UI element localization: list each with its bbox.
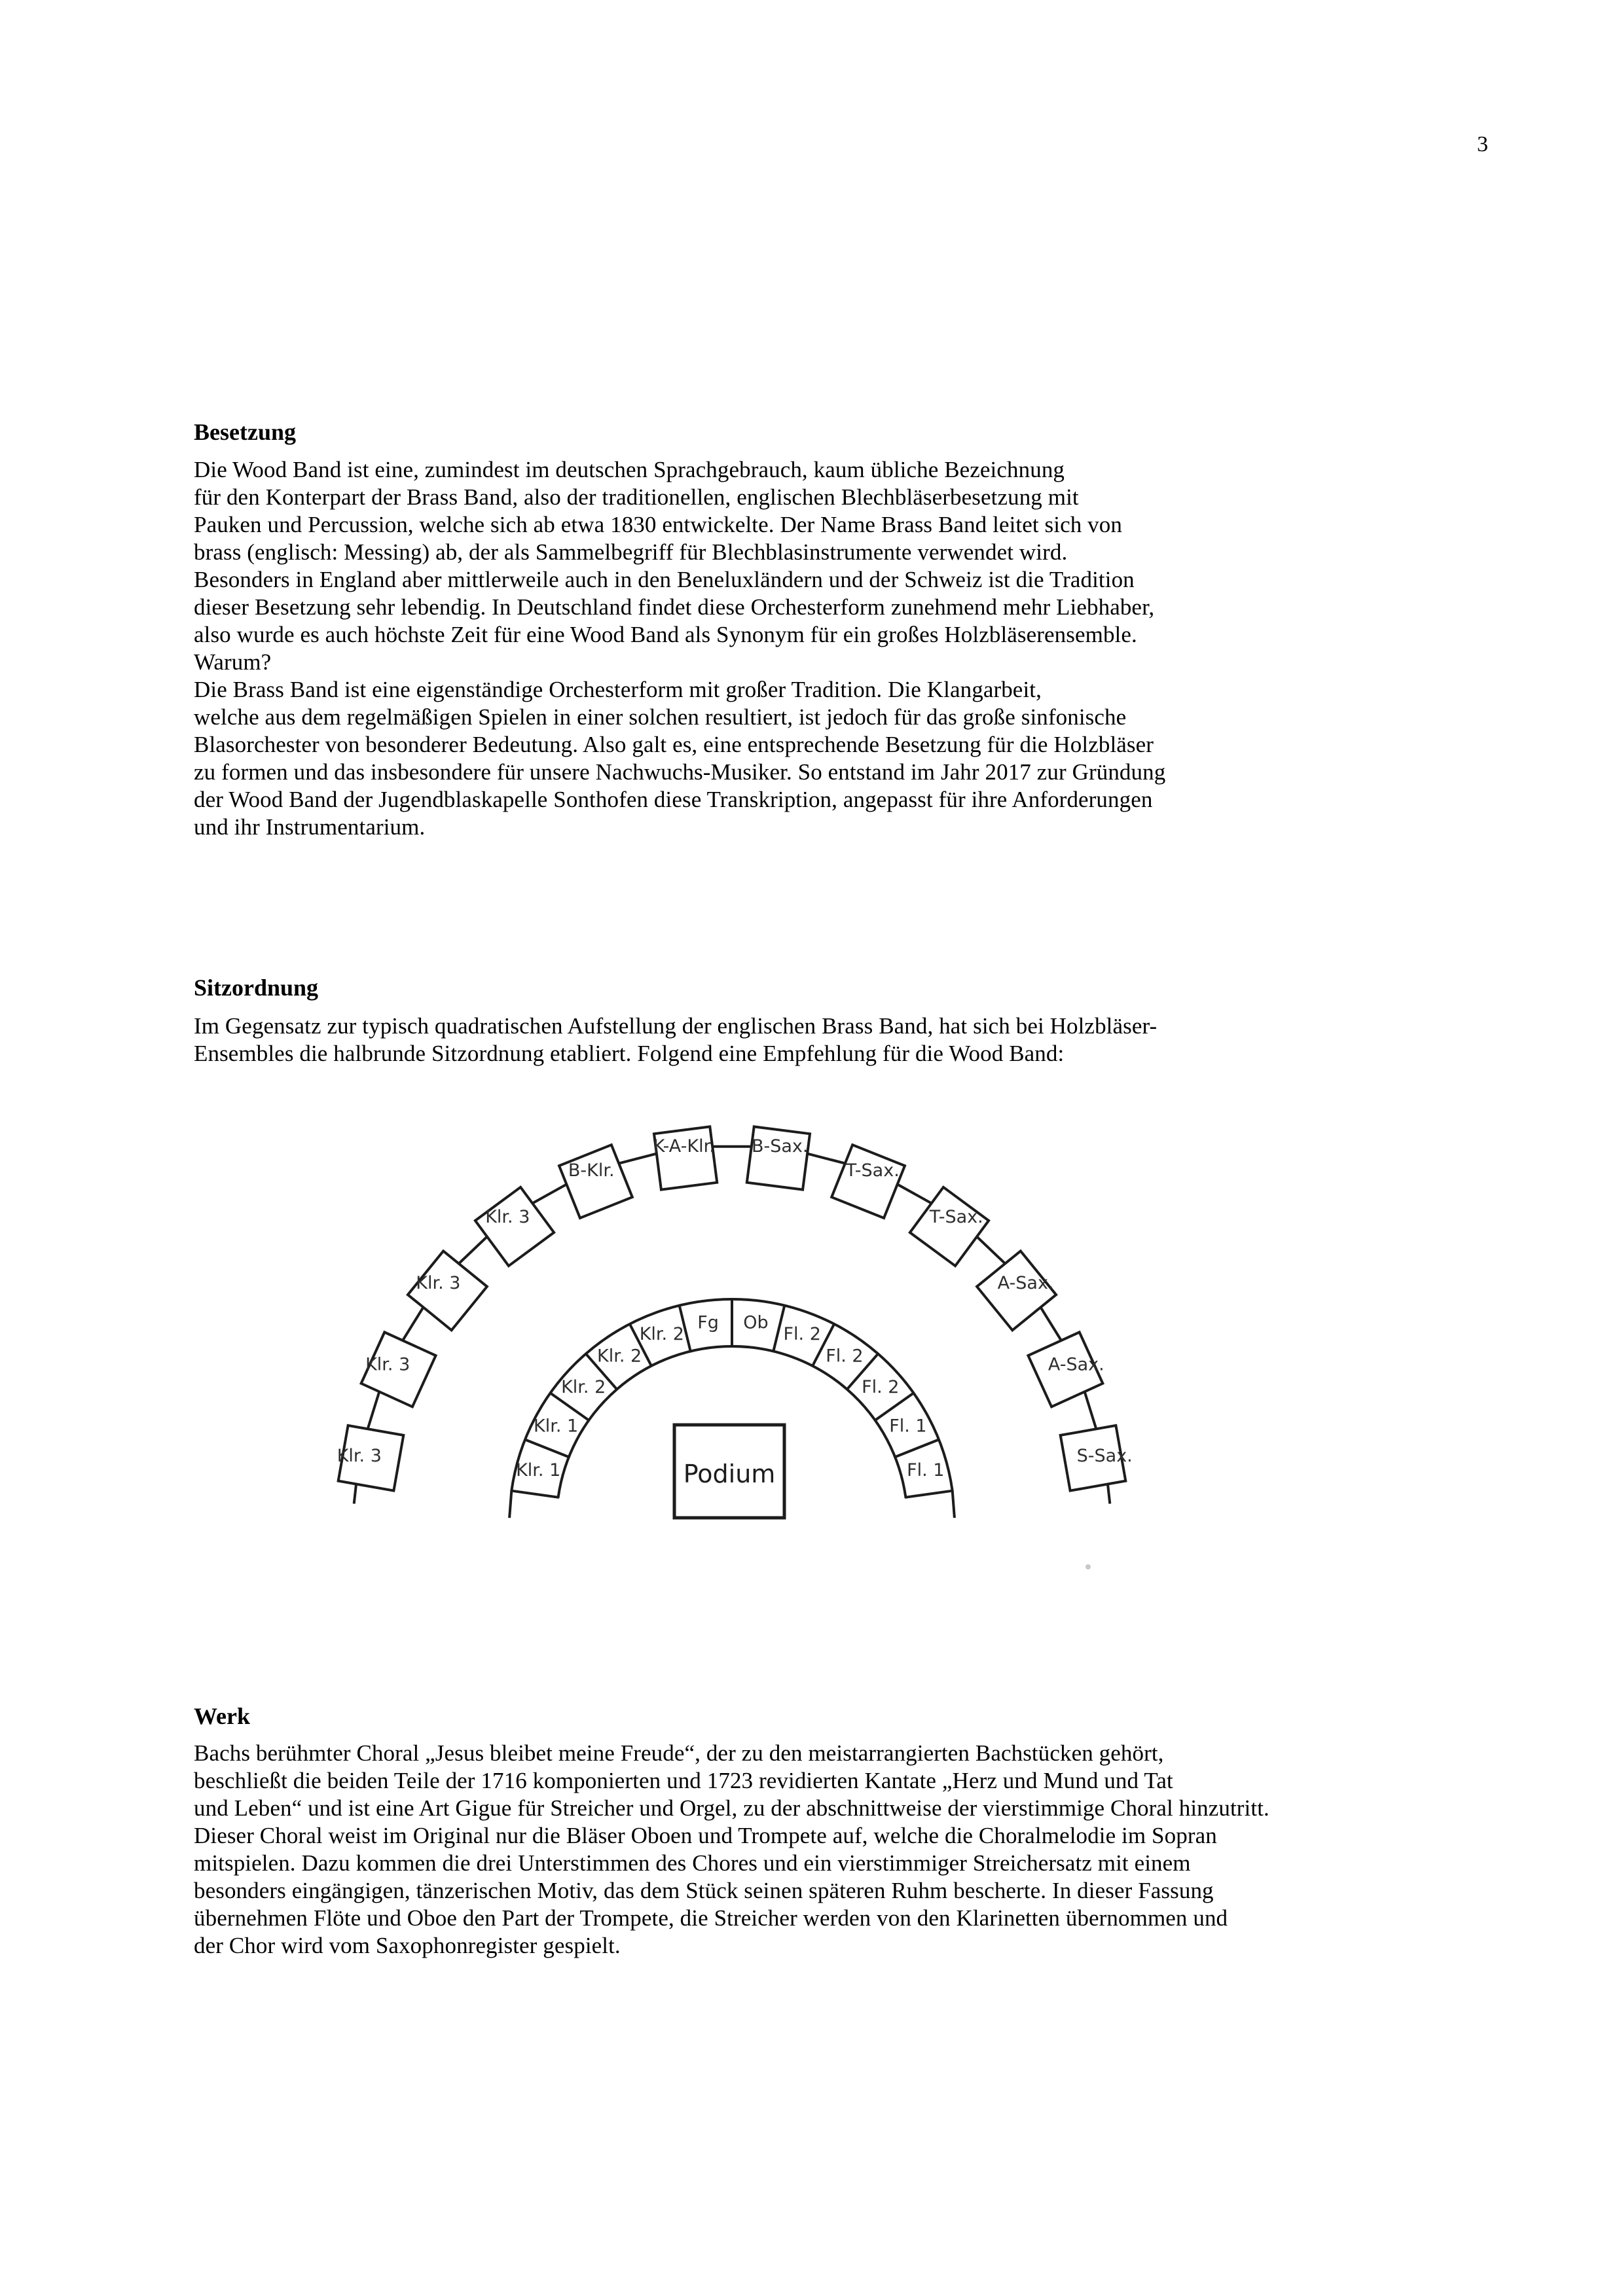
text-line: Die Wood Band ist eine, zumindest im deutschen Sprachgebrauch, kaum übliche Bezeichnung [194,457,1065,482]
fan-tail-line [953,1491,955,1518]
fan-cell-label-klr-2: Klr. 2 [561,1377,606,1398]
text-line: Bachs berühmter Choral „Jesus bleibet meine Freude“, der zu den meistarrangierten Bachstücken gehört, [194,1740,1164,1766]
fan-cell-label-fg: Fg [697,1312,719,1333]
podium-label: Podium [683,1460,776,1488]
text-line: beschließt die beiden Teile der 1716 komponierten und 1723 revidierten Kantate „Herz und Mund und Tat [194,1768,1173,1793]
seat-label-b-sax: B-Sax. [751,1136,809,1157]
fan-cell-label-klr-2: Klr. 2 [597,1346,642,1367]
fan-cell-label-fl-1: Fl. 1 [889,1416,927,1437]
seat-label-a-sax: A-Sax. [1048,1354,1104,1375]
text-line: welche aus dem regelmäßigen Spielen in einer solchen resultiert, ist jedoch für das große sinfonische [194,704,1127,730]
text-line: Warum? [194,649,272,675]
text-line: Dieser Choral weist im Original nur die Bläser Oboen und Trompete auf, welche die Choralmelodie im Sopran [194,1823,1217,1848]
text-line: Im Gegensatz zur typisch quadratischen Aufstellung der englischen Brass Band, hat sich bei Holzbläser- [194,1013,1158,1039]
text-line: zu formen und das insbesondere für unsere Nachwuchs-Musiker. So entstand im Jahr 2017 zur Gründung [194,759,1166,785]
fan-tail-line [509,1491,511,1518]
text-line: dieser Besetzung sehr lebendig. In Deutschland findet diese Orchesterform zunehmend mehr Liebhaber, [194,594,1155,620]
fan-cell-label-ob: Ob [743,1312,769,1333]
fan-cell-label-fl-2: Fl. 2 [826,1346,864,1367]
seat-box-b-klr [559,1145,632,1218]
paragraph-besetzung [194,456,1165,841]
section-heading-besetzung: Besetzung [194,419,296,445]
text-line: Blasorchester von besonderer Bedeutung. Also galt es, eine entsprechende Besetzung für die Holzbläser [194,732,1154,757]
text-line: mitspielen. Dazu kommen die drei Unterstimmen des Chores und ein vierstimmiger Streichersatz mit einem [194,1850,1191,1876]
seat-label-klr-3: Klr. 3 [485,1207,530,1228]
fan-cell-label-klr-1: Klr. 1 [534,1416,579,1437]
paragraph-sitzordnung [194,1013,1157,1067]
seat-label-klr-3: Klr. 3 [337,1446,382,1467]
text-line: Die Brass Band ist eine eigenständige Orchesterform mit großer Tradition. Die Klangarbeit, [194,677,1042,702]
text-line: für den Konterpart der Brass Band, also der traditionellen, englischen Blechbläserbesetzung mit [194,484,1079,510]
text-line: besonders eingängigen, tänzerischen Motiv, das dem Stück seinen späteren Ruhm bescherte. In dieser Fassung [194,1878,1214,1903]
fan-cell-label-fl-1: Fl. 1 [907,1460,945,1481]
fan-cell-label-klr-1: Klr. 1 [516,1460,561,1481]
page-number: 3 [1477,132,1488,156]
text-line: und ihr Instrumentarium. [194,814,426,840]
text-line: Pauken und Percussion, welche sich ab etwa 1830 entwickelte. Der Name Brass Band leitet sich von [194,512,1122,537]
seating-diagram [295,1106,1192,1590]
text-line: Ensembles die halbrunde Sitzordnung etabliert. Folgend eine Empfehlung für die Wood Band: [194,1041,1065,1066]
fan-cell-label-fl-2: Fl. 2 [783,1323,821,1344]
seat-box-t-sax [831,1145,905,1218]
text-line: übernehmen Flöte und Oboe den Part der Trompete, die Streicher werden von den Klarinetten übernommen und [194,1905,1228,1931]
seat-label-a-sax: A-Sax. [997,1273,1054,1293]
seat-label-t-sax: T-Sax. [929,1207,983,1228]
fan-cell-label-fl-2: Fl. 2 [862,1377,900,1398]
text-line: der Chor wird vom Saxophonregister gespielt. [194,1933,621,1958]
text-line: Besonders in England aber mittlerweile auch in den Beneluxländern und der Schweiz ist die Tradition [194,567,1135,592]
section-heading-sitzordnung: Sitzordnung [194,975,319,1001]
text-line: und Leben“ und ist eine Art Gigue für Streicher und Orgel, zu der abschnittweise der vierstimmige Choral hinzutritt. [194,1795,1269,1821]
seat-label-t-sax: T-Sax. [845,1160,900,1181]
paragraph-werk [194,1740,1269,1960]
scan-artifact-dot [1085,1564,1091,1570]
seat-label-s-sax: S-Sax. [1076,1446,1133,1467]
seat-label-klr-3: Klr. 3 [416,1273,461,1293]
text-line: brass (englisch: Messing) ab, der als Sammelbegriff für Blechblasinstrumente verwendet wird. [194,539,1068,565]
section-heading-werk: Werk [194,1703,250,1729]
seat-label-k-a-klr: K-A-Klr. [653,1136,715,1157]
text-line: der Wood Band der Jugendblaskapelle Sonthofen diese Transkription, angepasst für ihre Anforderungen [194,787,1153,812]
text-line: also wurde es auch höchste Zeit für eine Wood Band als Synonym für ein großes Holzbläserensemble. [194,622,1137,647]
seat-label-klr-3: Klr. 3 [365,1354,410,1375]
fan-cell-label-klr-2: Klr. 2 [639,1323,684,1344]
seat-label-b-klr: B-Klr. [568,1160,615,1181]
